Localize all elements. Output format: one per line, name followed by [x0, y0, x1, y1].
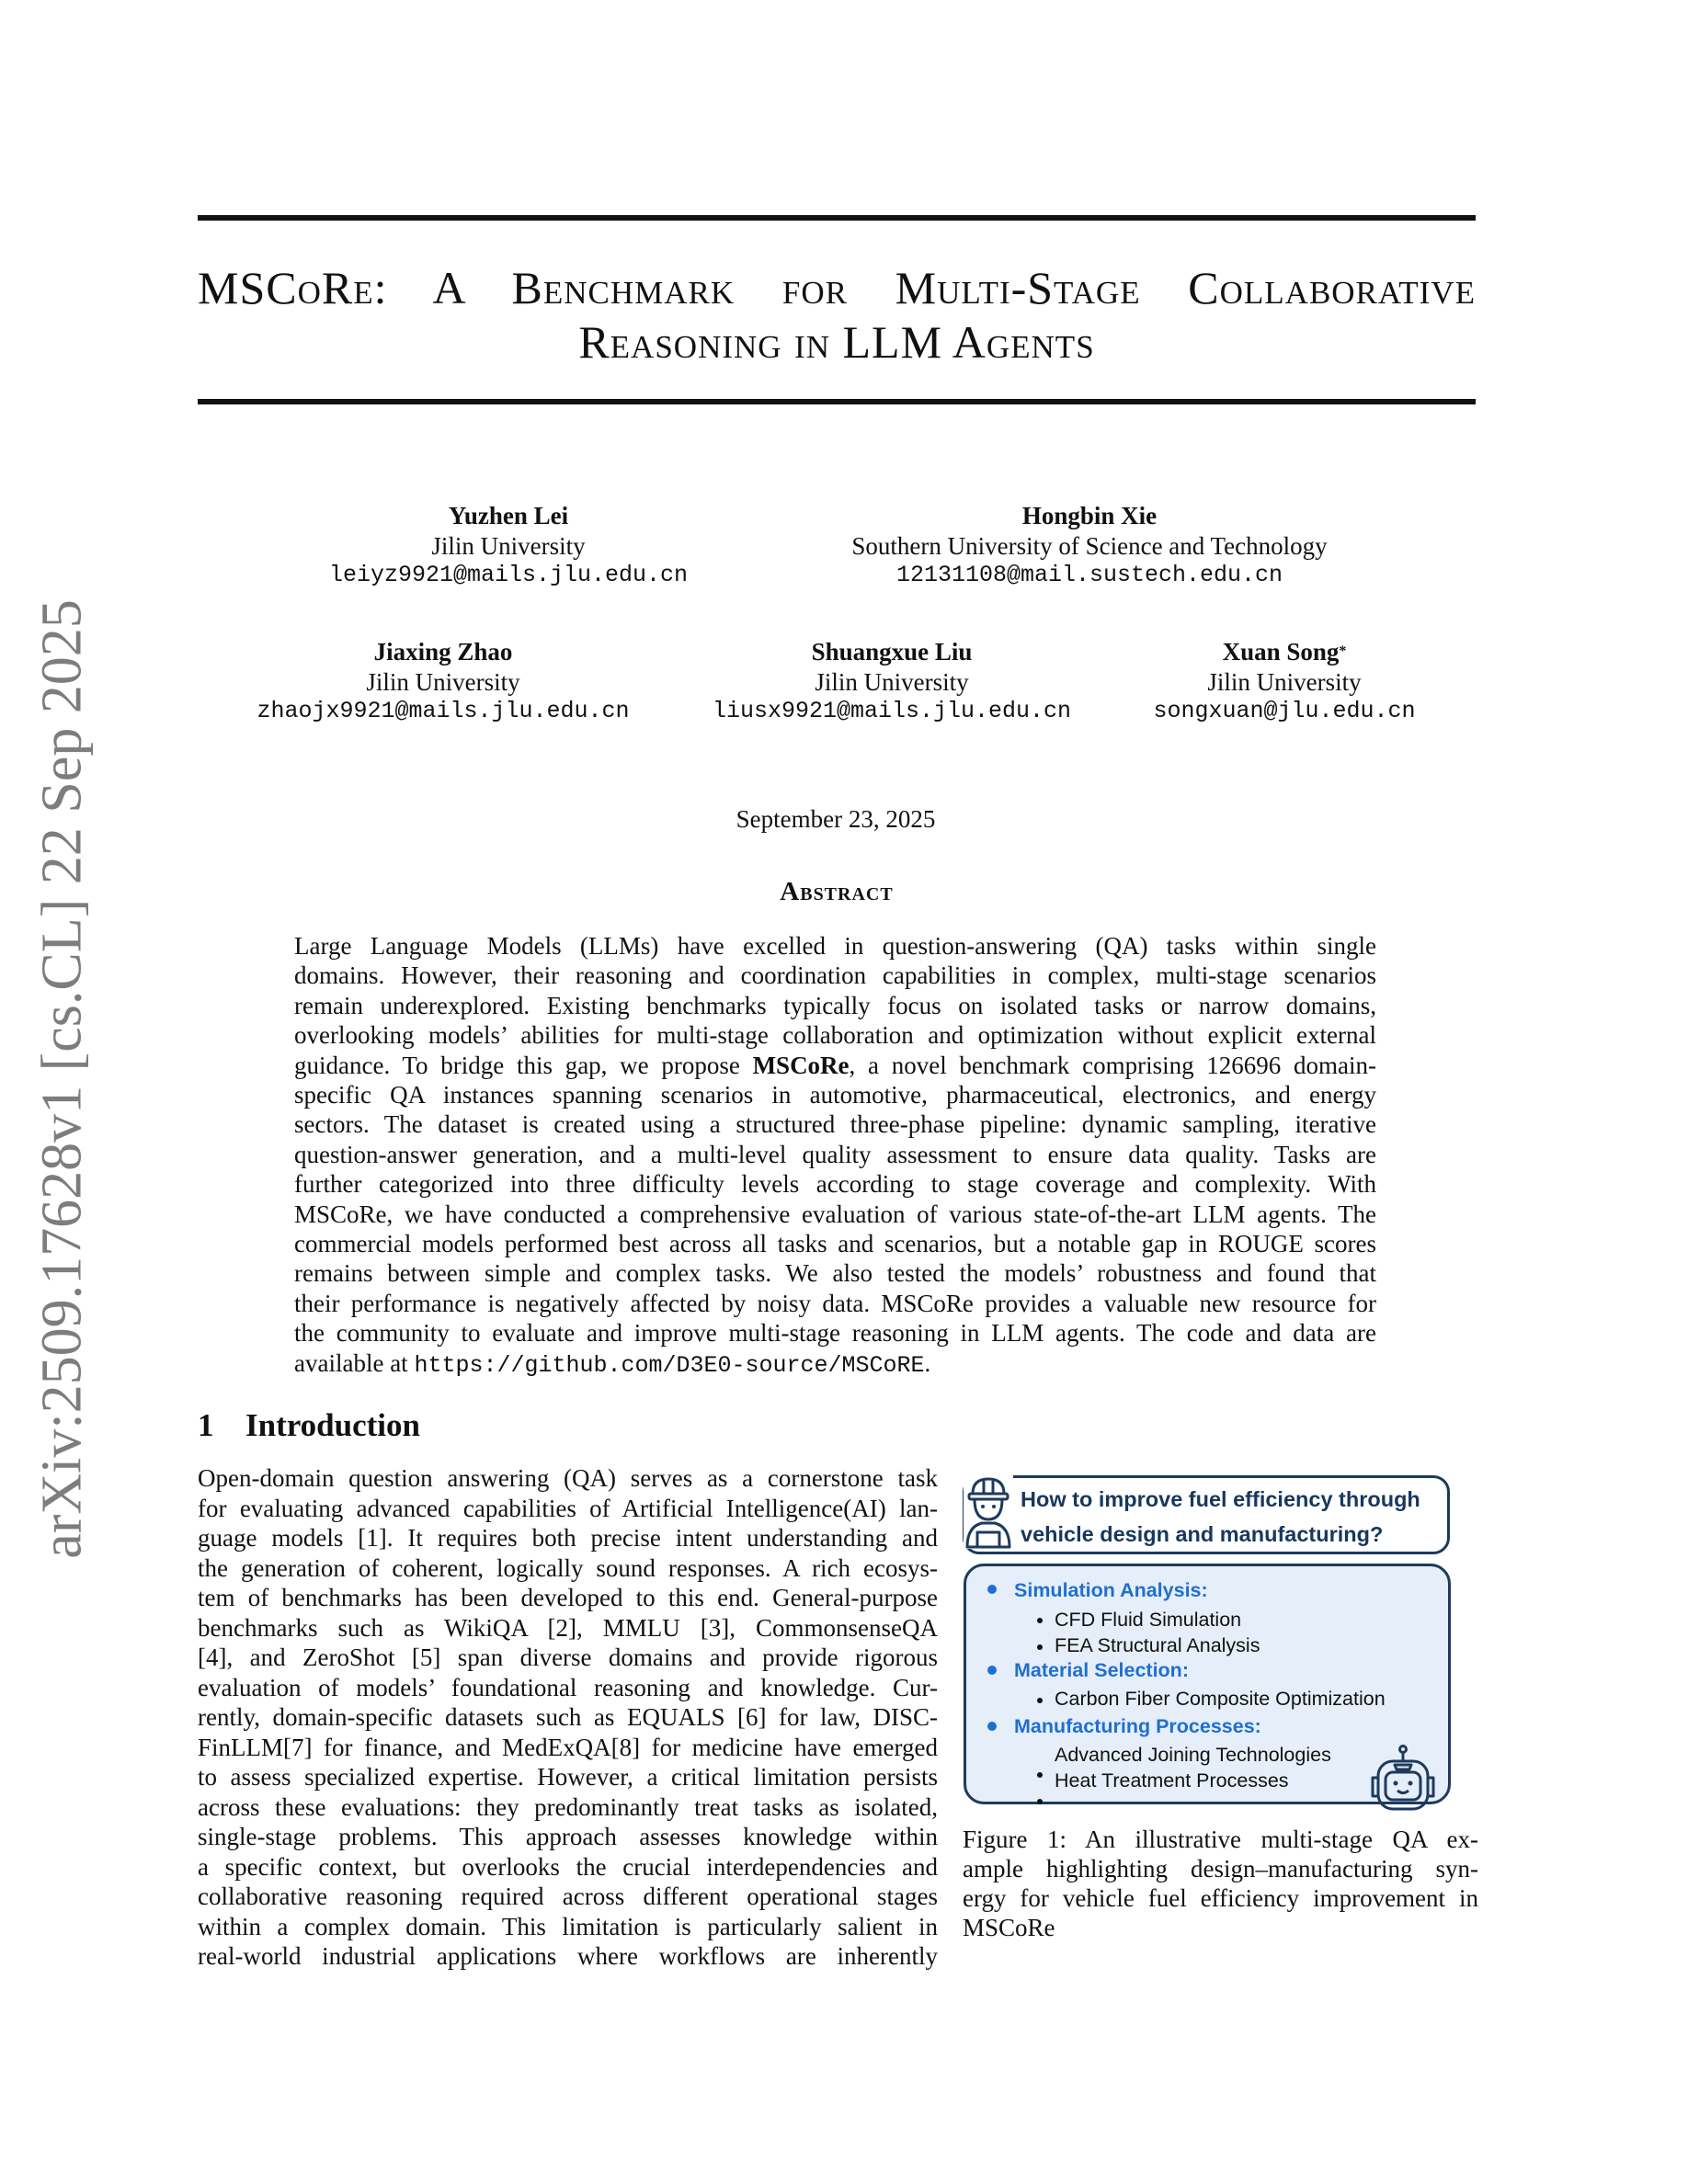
author-block [768, 501, 1411, 591]
bullet-icon [1037, 1772, 1043, 1778]
text-segment: MSCoRe [963, 1914, 1055, 1941]
text-segment: across these evaluations: they predominantly treat tasks as isolated, [198, 1792, 938, 1821]
abstract-line [294, 991, 1376, 1021]
intro-line [198, 1912, 938, 1942]
text-segment: guage models [1]. It requires both precise intent understanding and [198, 1524, 938, 1552]
top-rule [198, 215, 1476, 221]
bullet-icon [1037, 1618, 1043, 1623]
paper-title-line-2: Reasoning in LLM Agents [578, 316, 1095, 368]
text-segment: Figure 1: An illustrative multi-stage QA ex- [963, 1826, 1478, 1853]
text-segment: available at [294, 1348, 415, 1377]
answer-item: FEA Structural Analysis [1055, 1634, 1260, 1656]
text-segment: overlooking models’ abilities for multi-stage collaboration and optimization without explicit external [294, 1021, 1376, 1050]
text-segment: sectors. The dataset is created using a structured three-phase pipeline: dynamic sampling, iterative [294, 1110, 1376, 1139]
text-segment: MSCoRe, we have conducted a comprehensive evaluation of various state-of-the-art LLM agents. The [294, 1200, 1376, 1228]
author-affiliation: Jilin University [366, 667, 520, 696]
intro-line [198, 1463, 938, 1494]
intro-line [198, 1702, 938, 1733]
answer-group-heading: Simulation Analysis: [1014, 1579, 1208, 1601]
intro-line [198, 1941, 938, 1972]
text-segment: collaborative reasoning required across different operational stages [198, 1883, 938, 1910]
text-segment: further categorized into three difficulty levels according to stage coverage and complexity. With [294, 1170, 1376, 1199]
text-segment: remain underexplored. Existing benchmarks typically focus on isolated tasks or narrow domains, [294, 991, 1376, 1019]
bold-text: MSCoRe [752, 1051, 850, 1079]
abstract-line [294, 1348, 1376, 1382]
text-segment: rently, domain-specific datasets such as EQUALS [6] for law, DISC- [198, 1703, 938, 1731]
author-block [187, 501, 830, 591]
intro-line [198, 1643, 938, 1673]
abstract-line [294, 1140, 1376, 1170]
author-name: Hongbin Xie [1021, 502, 1158, 529]
intro-line [198, 1852, 938, 1883]
intro-line [198, 1733, 938, 1763]
author-affiliation: Jilin University [1207, 667, 1362, 696]
text-segment: [4], and ZeroShot [5] span diverse domains and provide rigorous [198, 1644, 938, 1671]
text-segment: benchmarks such as WikiQA [2], MMLU [3], CommonsenseQA [198, 1613, 938, 1642]
abstract-line [294, 1080, 1376, 1110]
author-block [963, 637, 1606, 727]
intro-line [198, 1494, 938, 1524]
section-heading [198, 1407, 420, 1444]
abstract-line [294, 1318, 1376, 1348]
author-email[interactable]: zhaojx9921@mails.jlu.edu.cn [257, 698, 630, 724]
author-affiliation: Jilin University [815, 667, 969, 696]
intro-line [198, 1762, 938, 1792]
abstract-line [294, 961, 1376, 991]
code-link[interactable]: https://github.com/D3E0-source/MSCoRE [414, 1351, 925, 1379]
intro-line [198, 1882, 938, 1912]
caption-line [963, 1883, 1478, 1914]
author-name-row [963, 637, 1606, 667]
intro-line [198, 1553, 938, 1584]
author-name: Shuangxue Liu [811, 638, 973, 665]
corresponding-mark: * [1339, 643, 1347, 659]
answer-item: CFD Fluid Simulation [1055, 1609, 1242, 1631]
text-segment: a specific context, but overlooks the crucial interdependencies and [198, 1852, 938, 1881]
bullet-icon [1037, 1698, 1043, 1703]
author-name: Jiaxing Zhao [373, 638, 513, 665]
caption-line [963, 1854, 1478, 1884]
abstract-line [294, 1258, 1376, 1289]
answer-item: Carbon Fiber Composite Optimization [1055, 1688, 1386, 1710]
author-email[interactable]: leiyz9921@mails.jlu.edu.cn [328, 562, 689, 588]
text-segment: specific QA instances spanning scenarios in automotive, pharmaceutical, electronics, and energy [294, 1081, 1376, 1109]
abstract-line [294, 931, 1376, 961]
section-title: Introduction [245, 1407, 420, 1443]
engineer-icon [964, 1473, 1013, 1549]
abstract-line [294, 1169, 1376, 1200]
author-email[interactable]: liusx9921@mails.jlu.edu.cn [712, 698, 1072, 724]
answer-group-heading: Manufacturing Processes: [1014, 1715, 1261, 1737]
bullet-icon [987, 1666, 997, 1675]
text-segment: Open-domain question answering (QA) serves as a cornerstone task [198, 1464, 938, 1492]
bullet-icon [987, 1585, 997, 1594]
intro-line [198, 1583, 938, 1613]
text-segment: real-world industrial applications where workflows are inherently [198, 1942, 938, 1970]
text-segment: ample highlighting design–manufacturing syn- [963, 1855, 1478, 1883]
text-segment: the community to evaluate and improve multi-stage reasoning in LLM agents. The code and data are [294, 1319, 1376, 1348]
author-affiliation: Jilin University [431, 531, 586, 560]
abstract-line [294, 1229, 1376, 1259]
paper-date: September 23, 2025 [736, 805, 936, 833]
text-segment: the generation of coherent, logically sound responses. A rich ecosys- [198, 1553, 938, 1582]
intro-line [198, 1673, 938, 1703]
caption-line [963, 1825, 1478, 1855]
answer-item: Advanced Joining Technologies [1055, 1744, 1331, 1766]
abstract-line [294, 1200, 1376, 1230]
text-segment: guidance. To bridge this gap, we propose [294, 1051, 753, 1079]
intro-line [198, 1792, 938, 1823]
text-segment: remains between simple and complex tasks. We also tested the models’ robustness and found that [294, 1259, 1376, 1288]
answer-item: Heat Treatment Processes [1055, 1769, 1289, 1792]
author-email[interactable]: 12131108@mail.sustech.edu.cn [895, 562, 1283, 588]
arxiv-stamp: arXiv:2509.17628v1 [cs.CL] 22 Sep 2025 [30, 599, 94, 1559]
text-segment: . [924, 1348, 931, 1377]
caption-line [963, 1913, 1478, 1943]
bottom-rule [198, 399, 1476, 404]
robot-icon [1369, 1745, 1437, 1813]
abstract-line [294, 1289, 1376, 1319]
intro-line [198, 1613, 938, 1644]
text-segment: to assess specialized expertise. However, a critical limitation persists [198, 1763, 938, 1791]
abstract-line [294, 1109, 1376, 1140]
text-segment: FinLLM[7] for finance, and MedExQA[8] for medicine have emerged [198, 1733, 938, 1761]
abstract-heading: Abstract [780, 877, 894, 906]
abstract-line [294, 1020, 1376, 1051]
author-name: Xuan Song [1222, 638, 1340, 665]
text-segment: evaluation of models’ foundational reasoning and knowledge. Cur- [198, 1673, 938, 1701]
bullet-icon [1037, 1644, 1043, 1650]
abstract-line [294, 1051, 1376, 1081]
intro-line [198, 1822, 938, 1852]
answer-group-heading: Material Selection: [1014, 1659, 1189, 1681]
text-segment: within a complex domain. This limitation is particularly salient in [198, 1912, 938, 1940]
intro-line [198, 1523, 938, 1553]
paper-title-line-1: MSCoRe: A Benchmark for Multi-Stage Collaborative [198, 262, 1476, 313]
question-text [1021, 1482, 1420, 1552]
text-segment: domains. However, their reasoning and coordination capabilities in complex, multi-stage scenarios [294, 961, 1376, 990]
text-segment: their performance is negatively affected by noisy data. MSCoRe provides a valuable new resource for [294, 1289, 1376, 1317]
bullet-icon [987, 1722, 997, 1731]
text-segment: tem of benchmarks has been developed to this end. General-purpose [198, 1584, 938, 1611]
author-email[interactable]: songxuan@jlu.edu.cn [1153, 698, 1416, 724]
text-segment: single-stage problems. This approach assesses knowledge within [198, 1823, 938, 1850]
text-segment: , a novel benchmark comprising 126696 domain- [849, 1051, 1376, 1079]
section-number: 1 [198, 1407, 214, 1443]
text-segment: commercial models performed best across all tasks and scenarios, but a notable gap in ROUGE scores [294, 1230, 1376, 1257]
question-line: vehicle design and manufacturing? [1021, 1522, 1384, 1546]
text-segment: ergy for vehicle fuel efficiency improvement in [963, 1884, 1478, 1912]
author-affiliation: Southern University of Science and Technology [851, 531, 1328, 560]
author-name: Yuzhen Lei [448, 502, 569, 529]
text-segment: question-answer generation, and a multi-level quality assessment to ensure data quality. Tasks are [294, 1140, 1376, 1168]
question-line: How to improve fuel efficiency through [1021, 1487, 1420, 1511]
text-segment: for evaluating advanced capabilities of Artificial Intelligence(AI) lan- [198, 1494, 938, 1522]
text-segment: Large Language Models (LLMs) have excelled in question-answering (QA) tasks within single [294, 932, 1376, 960]
bullet-icon [1037, 1799, 1043, 1804]
